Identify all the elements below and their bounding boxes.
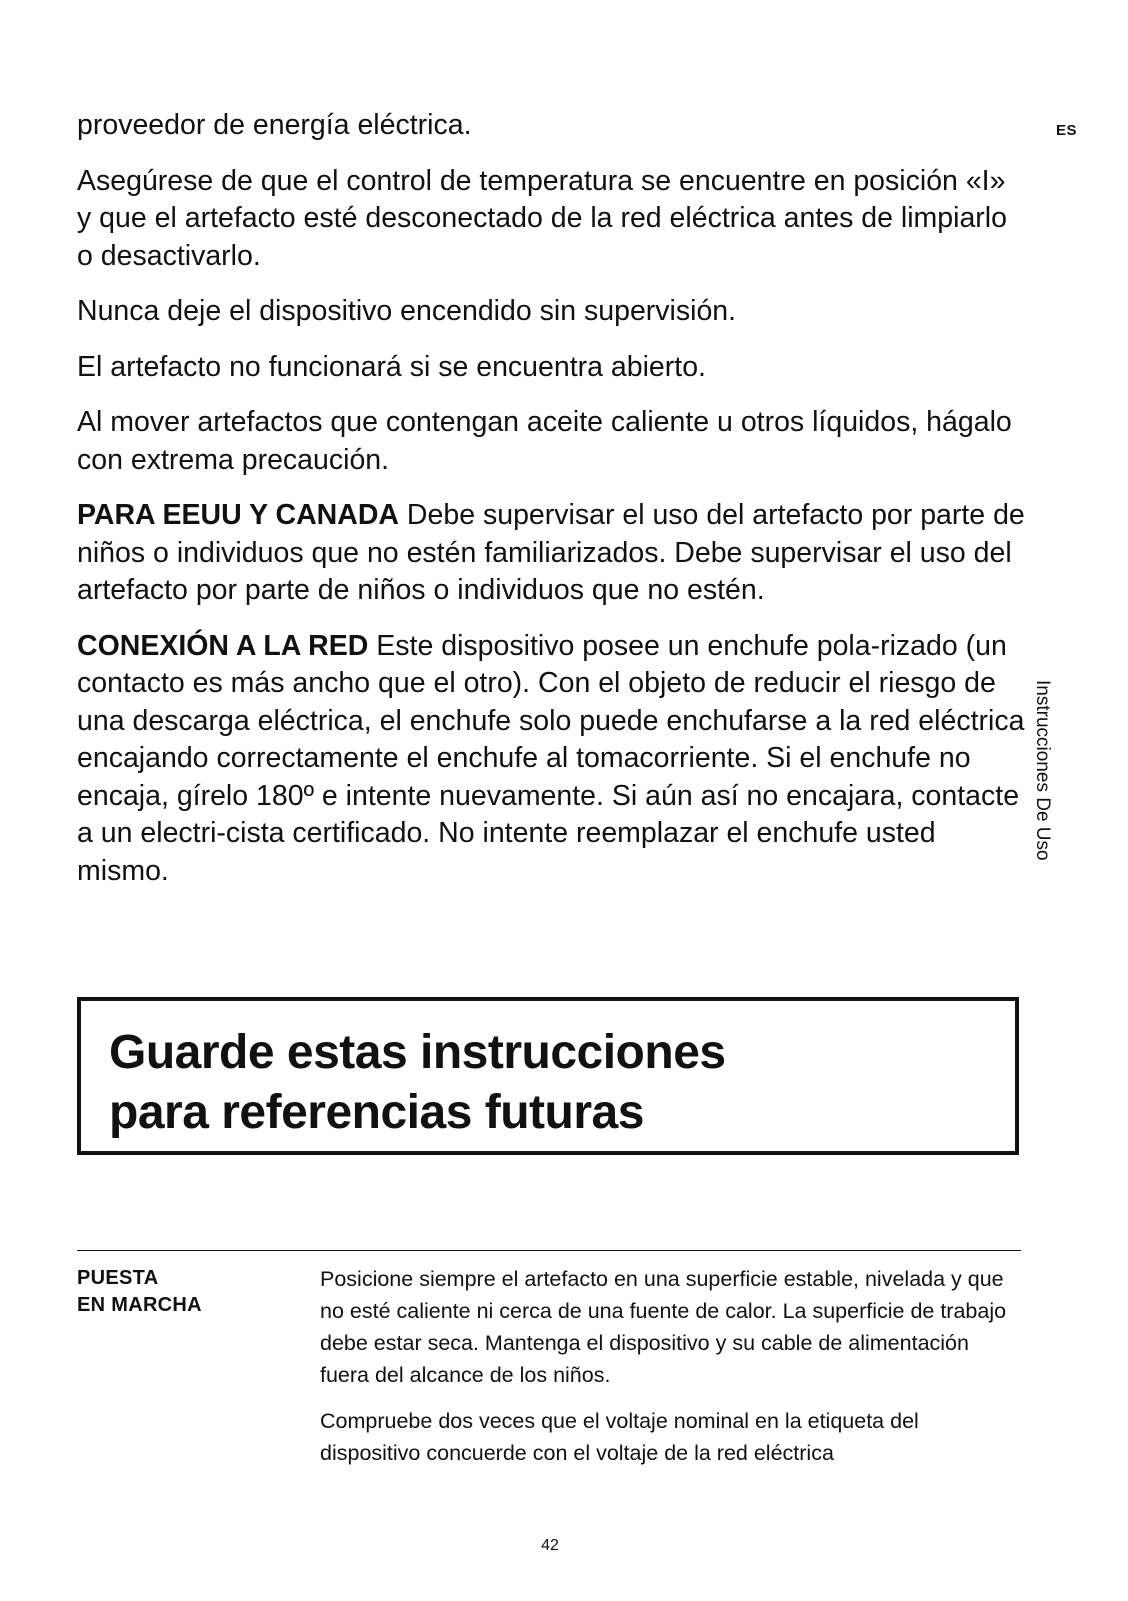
side-section-label: Instrucciones De Uso <box>1032 680 1053 861</box>
section-body-setup <box>320 1263 1020 1483</box>
save-instructions-callout <box>77 997 1019 1155</box>
section-label-line-1: PUESTA <box>77 1267 159 1289</box>
section-label-setup <box>77 1265 202 1319</box>
setup-paragraph-1: Posicione siempre el artefacto en una superficie estable, nivelada y que no esté caliente ni cerca de una fuente de calor. La superficie de trabajo debe estar seca. Mantenga el dispositivo y su cable de alimentación fuera del alcance de los niños. <box>320 1267 1007 1387</box>
page-number: 42 <box>541 1537 559 1554</box>
language-code: ES <box>1056 122 1078 139</box>
paragraph-power-connection-text: Este dispositivo posee un enchufe pola-rizado (un contacto es más ancho que el otro). Con el objeto de reducir el riesgo de una descarga eléctrica, el enchufe solo puede enchufarse a la red eléctrica encajando correctamente el enchufe al tomacorriente. Si el enchufe no encaja, gírelo 180º e intente nuevamente. Si aún así no encajara, contacte a un electri-cista certificado. No intente reemplazar el enchufe usted mismo. <box>77 629 1025 887</box>
paragraph-3 <box>77 293 1027 331</box>
paragraph-usa-canada-heading: PARA EEUU Y CANADA <box>77 499 399 531</box>
callout-heading <box>109 1023 726 1143</box>
section-label-line-2: EN MARCHA <box>77 1294 202 1316</box>
paragraph-usa-canada <box>77 497 1027 610</box>
paragraph-3-text: Nunca deje el dispositivo encendido sin supervisión. <box>77 295 737 327</box>
paragraph-power-connection <box>77 628 1027 891</box>
main-text <box>77 107 1027 908</box>
paragraph-5-text: Al mover artefactos que contengan aceite caliente u otros líquidos, hágalo con extrema precaución. <box>77 406 1012 476</box>
paragraph-usa-canada-text: Debe supervisar el uso del artefacto por parte de niños o individuos que no estén familiarizados. Debe supervisar el uso del artefacto por parte de niños o individuos que no estén. <box>77 499 1025 606</box>
paragraph-power-connection-heading: CONEXIÓN A LA RED <box>77 629 369 662</box>
callout-line-2: para referencias futuras <box>109 1086 644 1139</box>
paragraph-1 <box>77 107 1027 145</box>
paragraph-1-text: proveedor de energía eléctrica. <box>77 109 472 141</box>
section-divider <box>77 1250 1021 1251</box>
paragraph-5 <box>77 404 1027 479</box>
paragraph-4 <box>77 349 1027 387</box>
paragraph-2 <box>77 163 1027 276</box>
callout-line-1: Guarde estas instrucciones <box>109 1026 726 1079</box>
paragraph-2-text: Asegúrese de que el control de temperatura se encuentre en posición «I» y que el artefacto esté desconectado de la red eléctrica antes de limpiarlo o desactivarlo. <box>77 164 1007 272</box>
paragraph-4-text: El artefacto no funcionará si se encuentra abierto. <box>77 350 706 383</box>
setup-paragraph-2: Compruebe dos veces que el voltaje nominal en la etiqueta del dispositivo concuerde con el voltaje de la red eléctrica <box>320 1409 919 1465</box>
